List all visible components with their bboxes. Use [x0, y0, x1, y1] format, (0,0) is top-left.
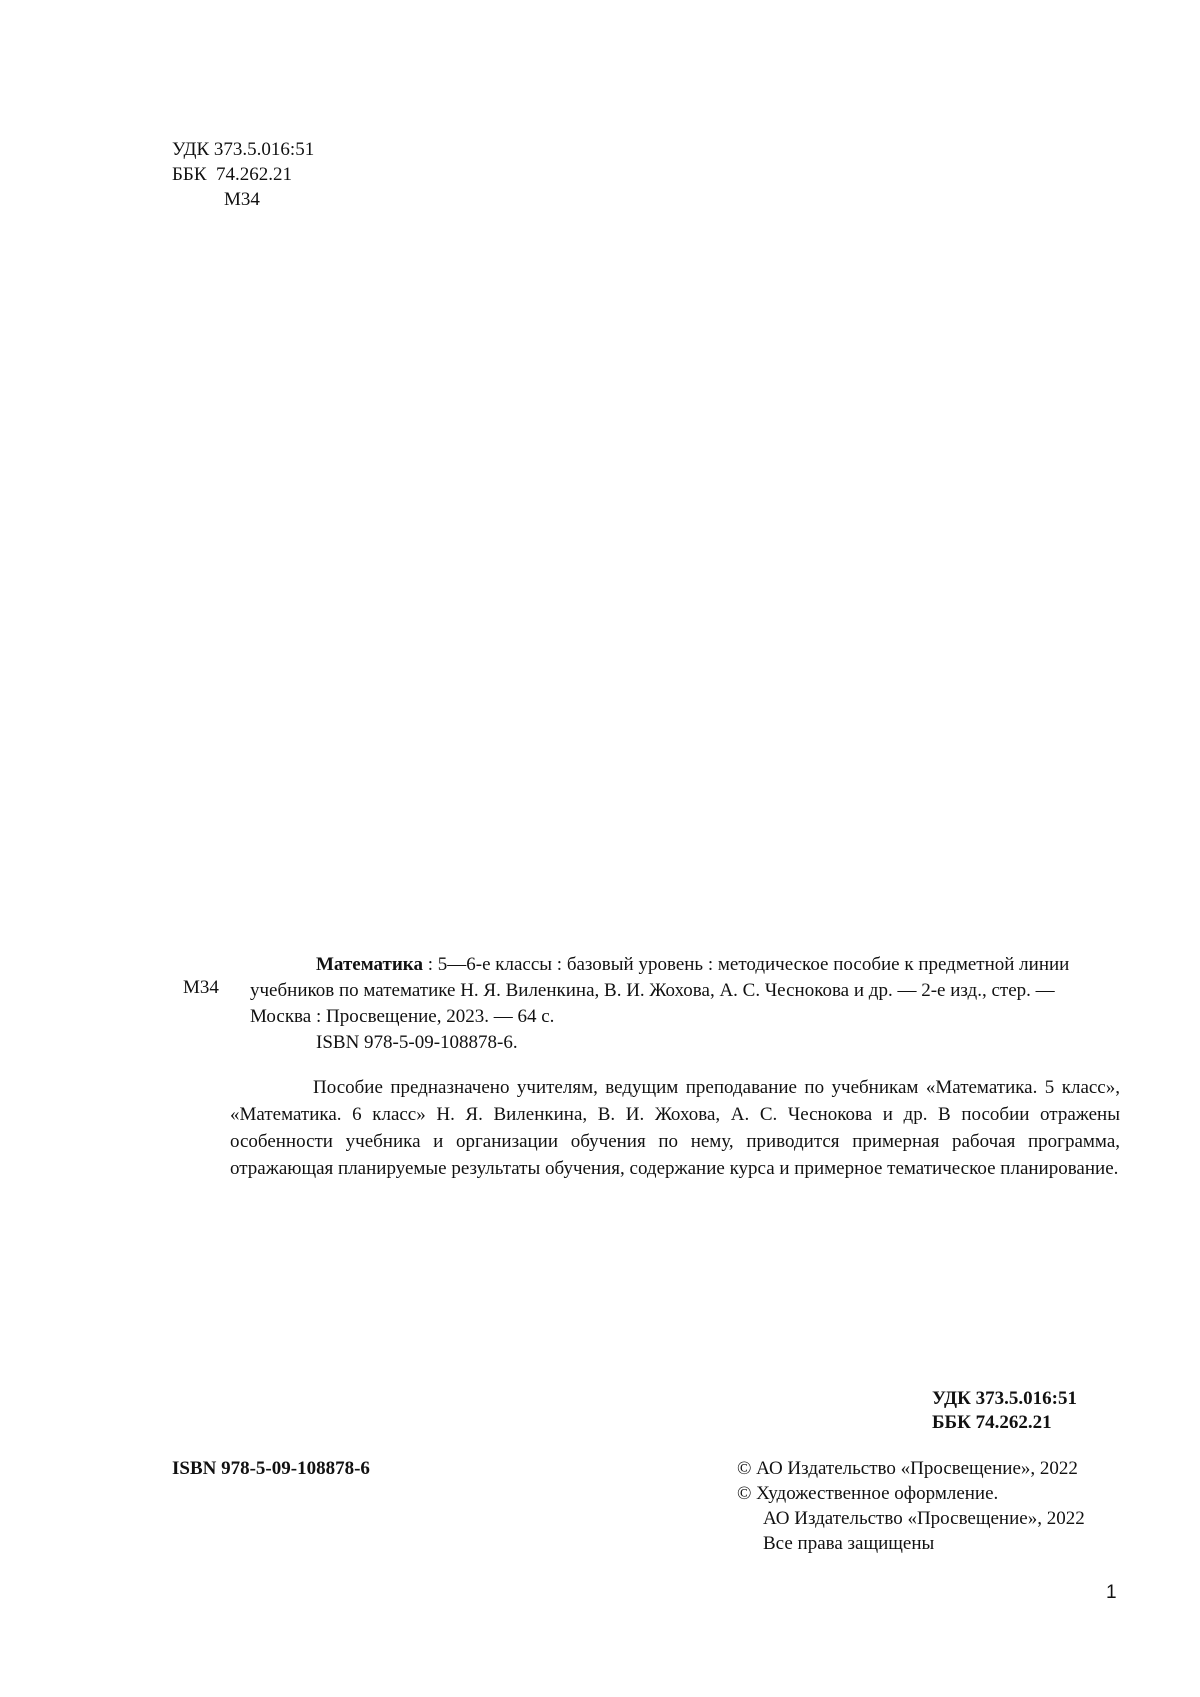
top-classification-codes: [172, 137, 314, 212]
annotation-paragraph: Пособие предназначено учителям, ведущим преподавание по учебникам «Математика. 5 класс», «Математика. 6 класс» Н. Я. Виленкина, В. И. Жохова, А. С. Чеснокова и др. В пособии отражены особенности учебника и организации обучения по нему, приводится примерная рабочая программа, отражающая планируемые результаты обучения, содержание курса и примерное тематическое планирование.: [230, 1077, 1120, 1179]
isbn-bottom: ISBN 978-5-09-108878-6: [172, 1458, 370, 1479]
record-line-1-rest: : 5—6-е классы : базовый уровень : методическое пособие к предметной линии: [422, 954, 1070, 975]
copyright-line-2: © Художественное оформление.: [737, 1483, 999, 1504]
record-isbn: ISBN 978-5-09-108878-6.: [316, 1032, 518, 1053]
record-author-mark: М34: [183, 977, 219, 998]
page-number: 1: [1106, 1582, 1117, 1603]
udk-code: УДК 373.5.016:51: [172, 139, 315, 160]
bottom-classification-codes: [932, 1387, 1077, 1435]
copyright-line-3: АО Издательство «Просвещение», 2022: [763, 1508, 1085, 1529]
bottom-bbk-code: ББК 74.262.21: [932, 1412, 1052, 1433]
record-title: Математика: [316, 954, 423, 975]
copyright-line-4: Все права защищены: [763, 1533, 935, 1554]
bibliographic-record: [250, 952, 1122, 1056]
bottom-udk-code: УДК 373.5.016:51: [932, 1388, 1077, 1409]
copyright-block: [737, 1456, 1085, 1556]
record-line-3: Москва : Просвещение, 2023. — 64 с.: [250, 1006, 555, 1027]
author-mark: М34: [224, 189, 260, 210]
bbk-code: ББК 74.262.21: [172, 164, 292, 185]
copyright-line-1: © АО Издательство «Просвещение», 2022: [737, 1458, 1078, 1479]
record-line-1: [250, 952, 1122, 978]
record-line-2: учебников по математике Н. Я. Виленкина, В. И. Жохова, А. С. Чеснокова и др. — 2-е изд., стер. —: [250, 980, 1055, 1001]
